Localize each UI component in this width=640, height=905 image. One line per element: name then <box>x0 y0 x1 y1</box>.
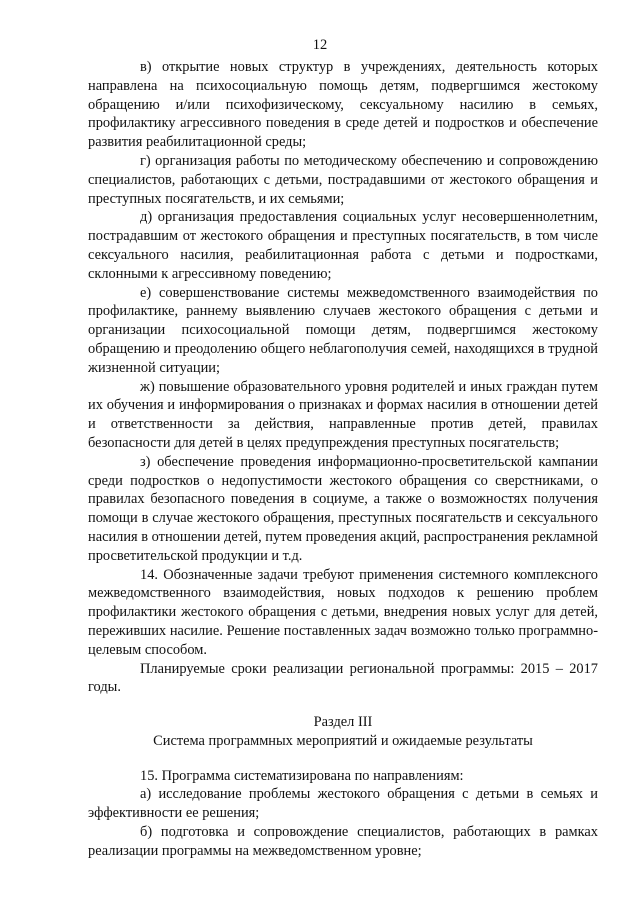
section-spacer <box>88 697 598 713</box>
paragraph-planned-terms: Планируемые сроки реализации региональной программы: 2015 – 2017 годы. <box>88 660 598 696</box>
section-number: Раздел III <box>313 714 373 731</box>
section-spacer <box>88 751 598 767</box>
paragraph-14: 14. Обозначенные задачи требуют применения системного комплексного межведомственного взаимодействия, новых подходов к решению проблем профилактики жестокого обращения с детьми, внедрения новых услуг для детей, переживших насилие. Решение поставленных задач возможно только программно-целевым способом. <box>88 566 598 658</box>
paragraph-item-d: д) организация предоставления социальных услуг несовершеннолетним, пострадавшим от жестокого обращения и преступных посягательств, в том числе сексуального насилия, реабилитационная работа с детьми и подростками, склонными к агрессивному поведению; <box>88 209 598 282</box>
paragraph-item-g: г) организация работы по методическому обеспечению и сопровождению специалистов, работающих с детьми, пострадавшими от жестокого обращения и преступных посягательств, и их семьями; <box>88 152 598 207</box>
paragraph-item-e: е) совершенствование системы межведомственного взаимодействия по профилактике, раннему выявлению случаев жестокого обращения с детьми и организации психосоциальной помощи детям, подвергшимся жестокому обращению и преодолению общего неблагополучия семей, находящихся в трудной жизненной ситуации; <box>88 284 598 376</box>
paragraph-direction-a: а) исследование проблемы жестокого обращения с детьми в семьях и эффективности ее решения; <box>88 786 598 822</box>
paragraph-item-zh: ж) повышение образовательного уровня родителей и иных граждан путем их обучения и информирования о признаках и формах насилия в отношении детей и ответственности за действия, направленные против детей, правилах безопасности для детей в целях предупреждения преступных посягательств; <box>88 378 598 451</box>
paragraph-direction-b: б) подготовка и сопровождение специалистов, работающих в рамках реализации программы на межведомственном уровне; <box>88 824 598 859</box>
paragraph-item-z: з) обеспечение проведения информационно-просветительской кампании среди подростков о недопустимости жестокого обращения со сверстниками, о правилах безопасного поведения в социуме, а также о возможностях получения помощи в случае жестокого обращения, преступных посягательств и сексуального насилия в отношении детей, путем проведения акций, распространения рекламной просветительской продукции и т.д. <box>88 453 599 564</box>
paragraph-15: 15. Программа систематизирована по направлениям: <box>140 767 464 784</box>
section-title: Система программных мероприятий и ожидаемые результаты <box>153 732 533 749</box>
page-number: 12 <box>312 37 328 53</box>
paragraph-item-v: в) открытие новых структур в учреждениях, деятельность которых направлена на психосоциальную помощь детям, подвергшимся жестокому обращению и/или психофизическому, сексуальному насилию в семьях, профилактику агрессивного поведения в среде детей и подростков и обеспечение развития реабилитационной среды; <box>88 59 598 151</box>
document-body <box>88 58 598 861</box>
